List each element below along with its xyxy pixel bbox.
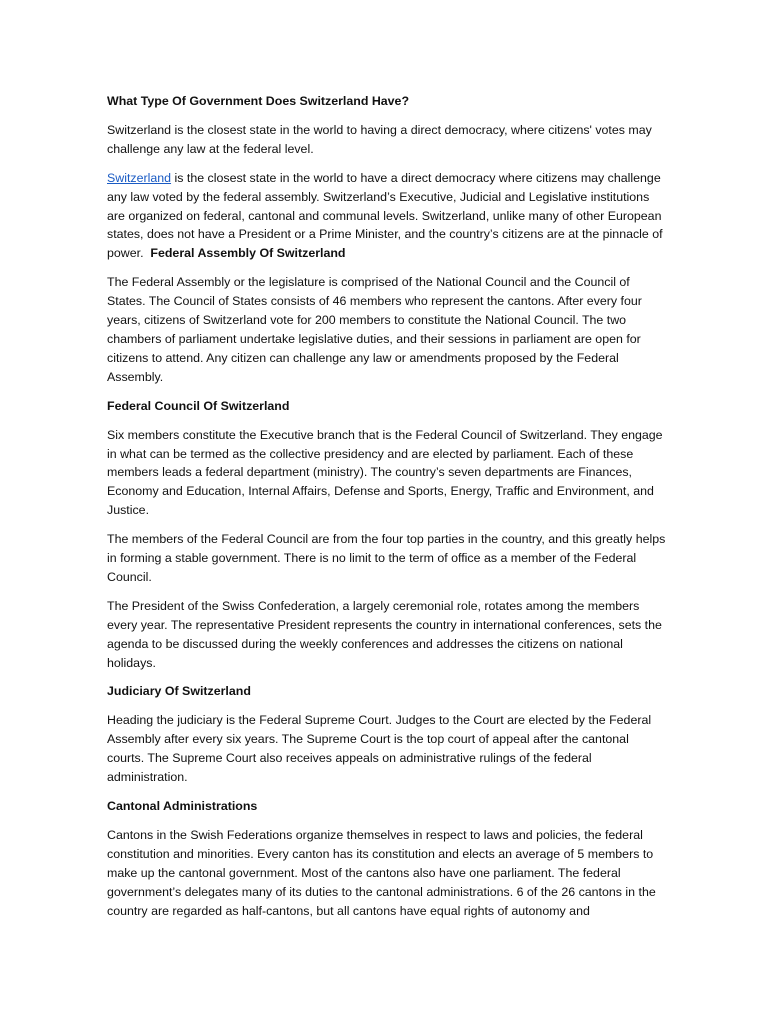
paragraph-judiciary: Heading the judiciary is the Federal Supreme Court. Judges to the Court are elected by the Federal Assembly after every six years. The Supreme Court is the top court of appeal after the cantonal courts. The Supreme Court also receives appeals on administrative rulings of the federal administration. <box>107 713 652 785</box>
paragraph-federal-council: Six members constitute the Executive branch that is the Federal Council of Switzerland. They engage in what can be termed as the collective presidency and are elected by parliament. Each of these members leads a federal department (ministry). The country’s seven departments are Finances, Economy and Education, Internal Affairs, Defense and Sports, Energy, Traffic and Environment, and Justice. <box>107 427 663 518</box>
heading-federal-assembly: Federal Assembly Of Switzerland <box>150 246 346 261</box>
heading-federal-council: Federal Council Of Switzerland <box>107 398 290 413</box>
paragraph-president: The President of the Swiss Confederation, a largely ceremonial role, rotates among the members every year. The representative President represents the country in international conferences, sets the agenda to be discussed during the weekly conferences and addresses the citizens on national holidays. <box>107 598 662 670</box>
paragraph-overview <box>107 169 667 264</box>
switzerland-link[interactable]: Switzerland <box>107 170 172 185</box>
document-title: What Type Of Government Does Switzerland Have? <box>107 94 410 108</box>
paragraph-cantonal-administrations: Cantons in the Swish Federations organize themselves in respect to laws and policies, the federal constitution and minorities. Every canton has its constitution and elects an average of 5 members to make up the cantonal government. Most of the cantons also have one parliament. The federal government’s delegates many of its duties to the cantonal administrations. 6 of the 26 cantons in the country are regarded as half-cantons, but all cantons have equal rights of autonomy and <box>107 827 656 918</box>
heading-cantonal-administrations: Cantonal Administrations <box>107 799 258 813</box>
paragraph-federal-assembly: The Federal Assembly or the legislature is comprised of the National Council and the Council of States. The Council of States consists of 46 members who represent the cantons. After every four years, citizens of Switzerland vote for 200 members to constitute the National Council. The two chambers of parliament undertake legislative duties, and their sessions in parliament are open for citizens to attend. Any citizen can challenge any law or amendments proposed by the Federal Assembly. <box>107 275 642 384</box>
paragraph-council-members: The members of the Federal Council are from the four top parties in the country, and this greatly helps in forming a stable government. There is no limit to the term of office as a member of the Federal Council. <box>107 532 666 584</box>
intro-paragraph: Switzerland is the closest state in the world to having a direct democracy, where citizens' votes may challenge any law at the federal level. <box>107 122 652 156</box>
document-page <box>107 92 667 930</box>
heading-judiciary: Judiciary Of Switzerland <box>107 684 251 699</box>
overview-text: is the closest state in the world to have a direct democracy where citizens may challenge any law voted by the federal assembly. Switzerland’s Executive, Judicial and Legislative institutions are organized on federal, cantonal and communal levels. Switzerland, unlike many of other European states, does not have a President or a Prime Minister, and the country’s citizens are at the pinnacle of power. <box>107 170 663 261</box>
